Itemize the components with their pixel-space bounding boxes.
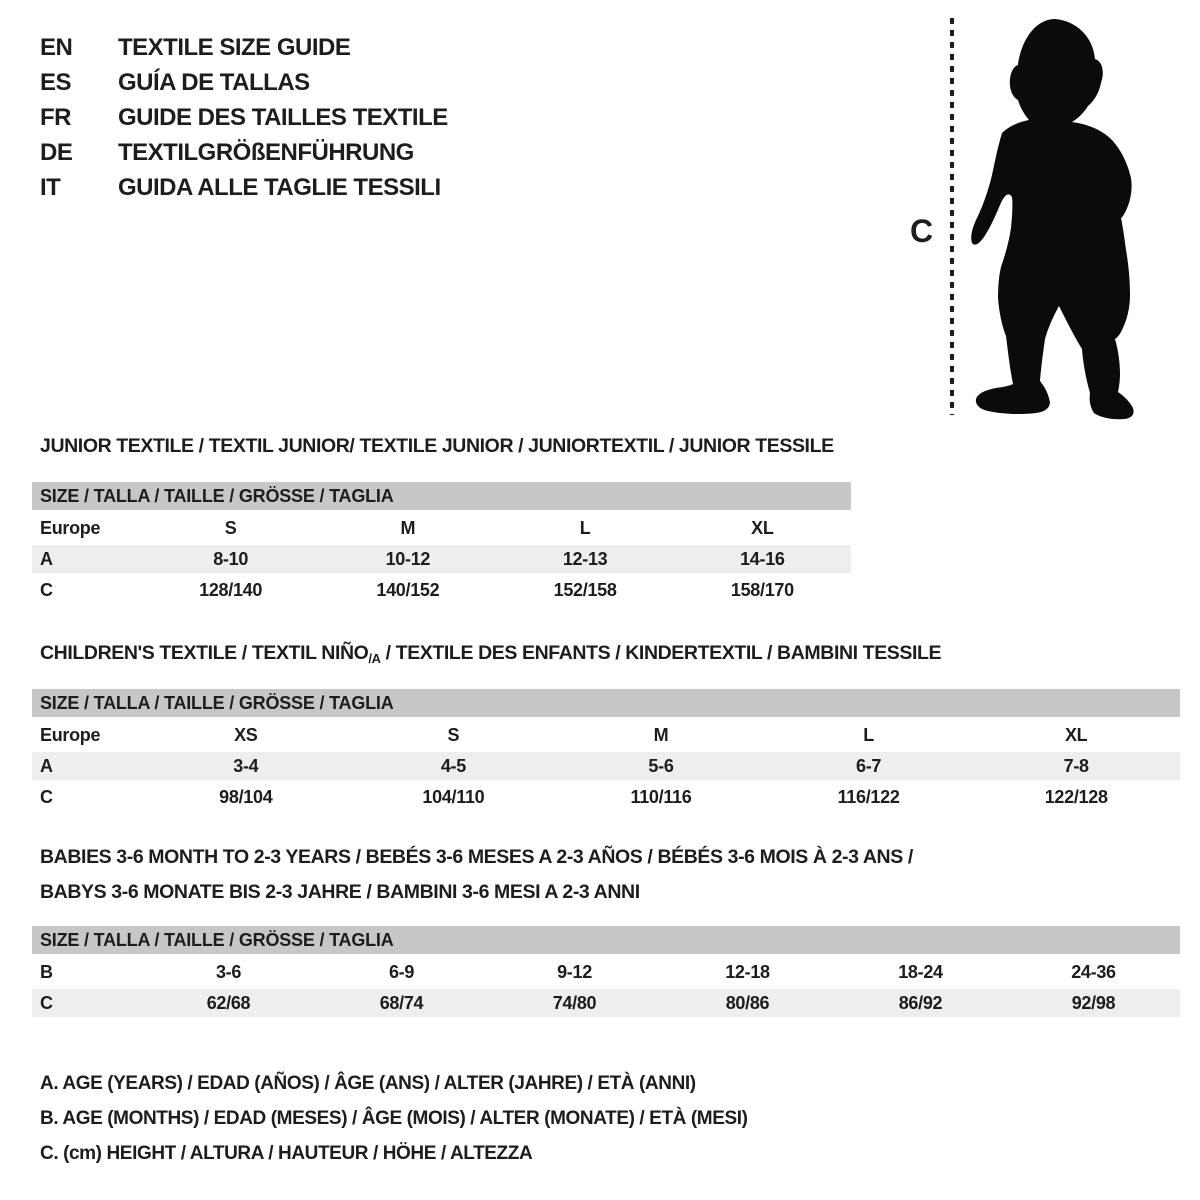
children-heading-post: / TEXTILE DES ENFANTS / KINDERTEXTIL / BAMBINI TESSILE — [380, 642, 942, 664]
toddler-silhouette-icon — [971, 19, 1133, 419]
language-code: DE — [40, 139, 73, 166]
table-cell: L — [863, 725, 874, 745]
table-row — [32, 545, 851, 573]
table-cell: 158/170 — [730, 580, 794, 600]
row-label: Europe — [40, 518, 101, 538]
table-cell: 86/92 — [898, 993, 943, 1013]
size-table-header: SIZE / TALLA / TAILLE / GRÖSSE / TAGLIA — [32, 926, 1180, 954]
language-title: TEXTILE SIZE GUIDE — [118, 34, 351, 61]
language-code: IT — [40, 174, 61, 201]
children-heading-pre: CHILDREN'S TEXTILE / TEXTIL NIÑO — [40, 642, 369, 664]
table-cell: 5-6 — [648, 756, 674, 776]
legend-height-cm: C. (cm) HEIGHT / ALTURA / HAUTEUR / HÖHE / ALTEZZA — [40, 1143, 533, 1164]
table-cell: 98/104 — [219, 787, 273, 807]
language-row — [40, 135, 448, 170]
table-cell: 18-24 — [898, 962, 943, 982]
children-heading-subscript: /A — [368, 651, 381, 666]
language-row — [40, 100, 448, 135]
babies-section-heading — [40, 840, 913, 910]
language-row — [40, 65, 448, 100]
table-cell: 14-16 — [740, 549, 785, 569]
language-title-list — [40, 30, 448, 205]
table-cell: M — [653, 725, 669, 745]
row-label: B — [40, 962, 53, 982]
language-code: FR — [40, 104, 71, 131]
table-cell: 68/74 — [379, 993, 424, 1013]
table-cell: 116/122 — [837, 787, 900, 807]
table-cell: 9-12 — [557, 962, 592, 982]
language-row — [40, 30, 448, 65]
table-cell: 24-36 — [1071, 962, 1116, 982]
row-label: C — [40, 580, 53, 600]
table-cell: S — [447, 725, 460, 745]
table-row — [32, 576, 851, 604]
table-row — [32, 752, 1180, 780]
table-cell: 7-8 — [1063, 756, 1089, 776]
table-cell: 6-9 — [388, 962, 415, 982]
babies-heading-line1: BABIES 3-6 MONTH TO 2-3 YEARS / BEBÉS 3-6 MESES A 2-3 AÑOS / BÉBÉS 3-6 MOIS À 2-3 ANS / — [40, 846, 913, 868]
table-cell: 10-12 — [385, 549, 431, 569]
children-size-table — [32, 689, 1180, 814]
row-label: A — [40, 756, 53, 776]
table-cell: 110/116 — [630, 787, 692, 807]
children-section-heading — [40, 642, 941, 665]
legend-age-months: B. AGE (MONTHS) / EDAD (MESES) / ÂGE (MOIS) / ALTER (MONATE) / ETÀ (MESI) — [40, 1108, 748, 1129]
table-cell: 128/140 — [199, 580, 263, 600]
table-cell: 74/80 — [552, 993, 597, 1013]
table-cell: 140/152 — [376, 580, 440, 600]
table-cell: XL — [1064, 725, 1088, 745]
row-label: A — [40, 549, 53, 569]
table-cell: L — [579, 518, 591, 538]
table-cell: 12-18 — [725, 962, 770, 982]
language-code: EN — [40, 34, 73, 61]
table-cell: M — [400, 518, 416, 538]
language-title: GUÍA DE TALLAS — [118, 69, 310, 96]
babies-heading-line2: BABYS 3-6 MONATE BIS 2-3 JAHRE / BAMBINI 3-6 MESI A 2-3 ANNI — [40, 881, 640, 903]
language-title: GUIDA ALLE TAGLIE TESSILI — [118, 174, 441, 201]
table-row — [32, 514, 851, 542]
table-row — [32, 721, 1180, 749]
table-cell: 8-10 — [213, 549, 249, 569]
table-cell: 104/110 — [422, 787, 485, 807]
table-cell: 152/158 — [553, 580, 617, 600]
height-measure-label: C — [910, 213, 934, 249]
size-table-header: SIZE / TALLA / TAILLE / GRÖSSE / TAGLIA — [32, 689, 1180, 717]
table-cell: 3-4 — [233, 756, 259, 776]
junior-size-table — [32, 482, 851, 607]
language-code: ES — [40, 69, 72, 96]
row-label: Europe — [40, 725, 101, 745]
language-title: GUIDE DES TAILLES TEXTILE — [118, 104, 448, 131]
table-cell: 6-7 — [856, 756, 882, 776]
table-row — [32, 989, 1180, 1017]
table-cell: 4-5 — [440, 756, 466, 776]
language-title: TEXTILGRÖßENFÜHRUNG — [118, 139, 414, 166]
table-row — [32, 958, 1180, 986]
table-cell: 122/128 — [1044, 787, 1108, 807]
table-cell: 3-6 — [215, 962, 242, 982]
legend-age-years: A. AGE (YEARS) / EDAD (AÑOS) / ÂGE (ANS) / ALTER (JAHRE) / ETÀ (ANNI) — [40, 1073, 696, 1094]
size-table-header: SIZE / TALLA / TAILLE / GRÖSSE / TAGLIA — [32, 482, 851, 510]
language-row — [40, 170, 448, 205]
row-label: C — [40, 993, 53, 1013]
table-row — [32, 783, 1180, 811]
measurement-legend — [40, 1066, 748, 1171]
babies-size-table — [32, 926, 1180, 1020]
table-cell: S — [224, 518, 237, 538]
table-cell: 12-13 — [562, 549, 608, 569]
table-cell: 92/98 — [1071, 993, 1116, 1013]
table-cell: XS — [234, 725, 258, 745]
toddler-height-figure — [900, 10, 1150, 435]
table-cell: XL — [751, 518, 774, 538]
table-cell: 62/68 — [206, 993, 251, 1013]
row-label: C — [40, 787, 53, 807]
junior-section-heading: JUNIOR TEXTILE / TEXTIL JUNIOR/ TEXTILE JUNIOR / JUNIORTEXTIL / JUNIOR TESSILE — [40, 435, 834, 457]
table-cell: 80/86 — [725, 993, 770, 1013]
